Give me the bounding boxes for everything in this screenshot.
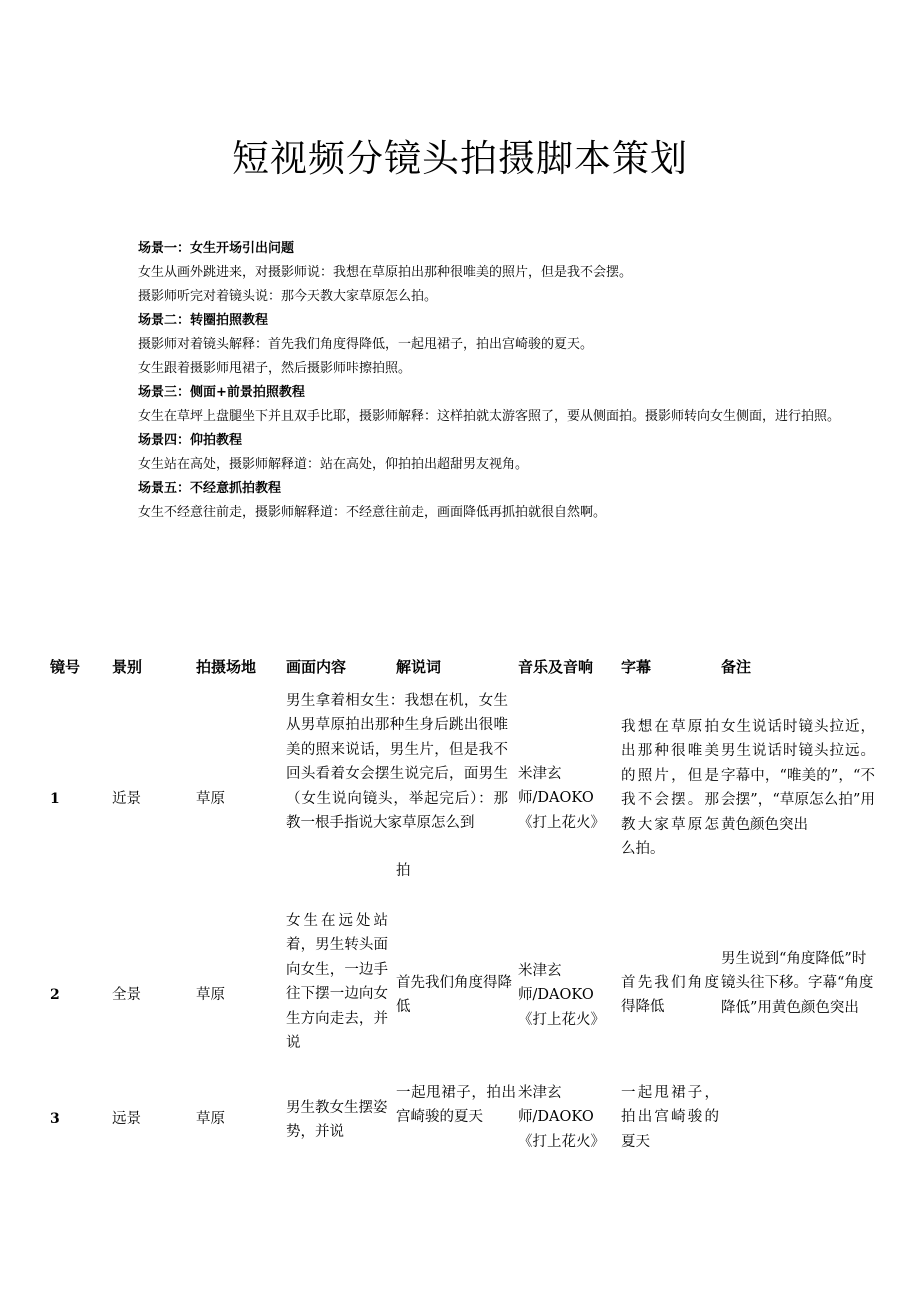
shot-narration: 一起甩裙子，拍出宫崎骏的夏天: [396, 1085, 516, 1126]
scene-line: 摄影师对着镜头解释：首先我们角度得降低，一起甩裙子，拍出宫崎骏的夏天。: [138, 337, 594, 352]
col-header-remark: 备注: [721, 658, 752, 676]
shot-size: 近景: [112, 791, 141, 807]
shot-subtitle: 首先我们角度得降低: [621, 975, 719, 1016]
shot-location: 草原: [196, 987, 225, 1003]
shot-narration: 拍: [396, 863, 411, 879]
shot-content: 男生拿着相女生：我想在机，女生从男草原拍出那种生身后跳出很唯美的照来说话，男生片，但是我不回头看着女会摆生说完后，面男生（女生说向镜头，举起完后）：那教一根手指说大家草原怎么到: [286, 693, 508, 832]
shot-music: 米津玄师/DAOKO《打上花火》: [518, 963, 605, 1028]
scene-line: 女生站在高处，摄影师解释道：站在高处，仰拍拍出超甜男友视角。: [138, 457, 529, 472]
shot-content: 女生在远处站着，男生转头面向女生，一边手往下摆一边向女生方向走去，并说: [286, 913, 388, 1052]
scene-heading: 场景二：转圈拍照教程: [138, 313, 269, 328]
shot-narration: 首先我们角度得降低: [396, 975, 512, 1016]
scene-heading: 场景五：不经意抓拍教程: [138, 481, 282, 496]
shot-subtitle: 一起甩裙子，拍出宫崎骏的夏天: [621, 1085, 719, 1150]
scene-line: 女生从画外跳进来，对摄影师说：我想在草原拍出那种很唯美的照片，但是我不会摆。: [138, 265, 633, 280]
col-header-content: 画面内容: [286, 658, 347, 676]
shot-number: 1: [50, 791, 60, 807]
shot-content: 男生教女生摆姿势，并说: [286, 1100, 388, 1141]
scene-line: 女生跟着摄影师甩裙子，然后摄影师咔擦拍照。: [138, 361, 412, 376]
col-header-shot-number: 镜号: [50, 658, 81, 676]
col-header-shot-size: 景别: [112, 658, 143, 676]
shot-music: 米津玄师/DAOKO《打上花火》: [518, 1085, 605, 1150]
shot-remark: 男生说到“角度降低”时镜头往下移。字幕“角度降低”用黄色颜色突出: [721, 951, 874, 1016]
col-header-narration: 解说词: [396, 658, 442, 676]
shot-subtitle: 我想在草原拍出那种很唯美的照片，但是我不会摆。那教大家草原怎么拍。: [621, 719, 719, 858]
col-header-music: 音乐及音响: [518, 658, 594, 676]
col-header-location: 拍摄场地: [196, 658, 257, 676]
scene-line: 女生不经意往前走，摄影师解释道：不经意往前走，画面降低再抓拍就很自然啊。: [138, 505, 607, 520]
scene-heading: 场景一：女生开场引出问题: [138, 241, 295, 256]
document-title: 短视频分镜头拍摄脚本策划: [232, 137, 688, 180]
shot-number: 3: [50, 1111, 60, 1127]
col-header-subtitle: 字幕: [621, 658, 652, 676]
shot-music: 米津玄师/DAOKO《打上花火》: [518, 766, 605, 831]
shot-remark: 女生说话时镜头拉近，男生说话时镜头拉远。字幕中，“唯美的”，“不会摆”，“草原怎么拍”用黄色颜色突出: [721, 719, 875, 833]
shot-location: 草原: [196, 1111, 225, 1127]
scene-line: 摄影师听完对着镜头说：那今天教大家草原怎么拍。: [138, 289, 438, 304]
scene-heading: 场景四：仰拍教程: [138, 433, 243, 448]
shot-location: 草原: [196, 791, 225, 807]
scene-heading: 场景三：侧面+前景拍照教程: [138, 385, 305, 400]
shot-number: 2: [50, 987, 60, 1003]
shot-size: 远景: [112, 1111, 141, 1127]
shot-size: 全景: [112, 987, 141, 1003]
scene-line: 女生在草坪上盘腿坐下并且双手比耶，摄影师解释：这样拍就太游客照了，要从侧面拍。摄影师转向女生侧面，进行拍照。: [138, 409, 841, 424]
